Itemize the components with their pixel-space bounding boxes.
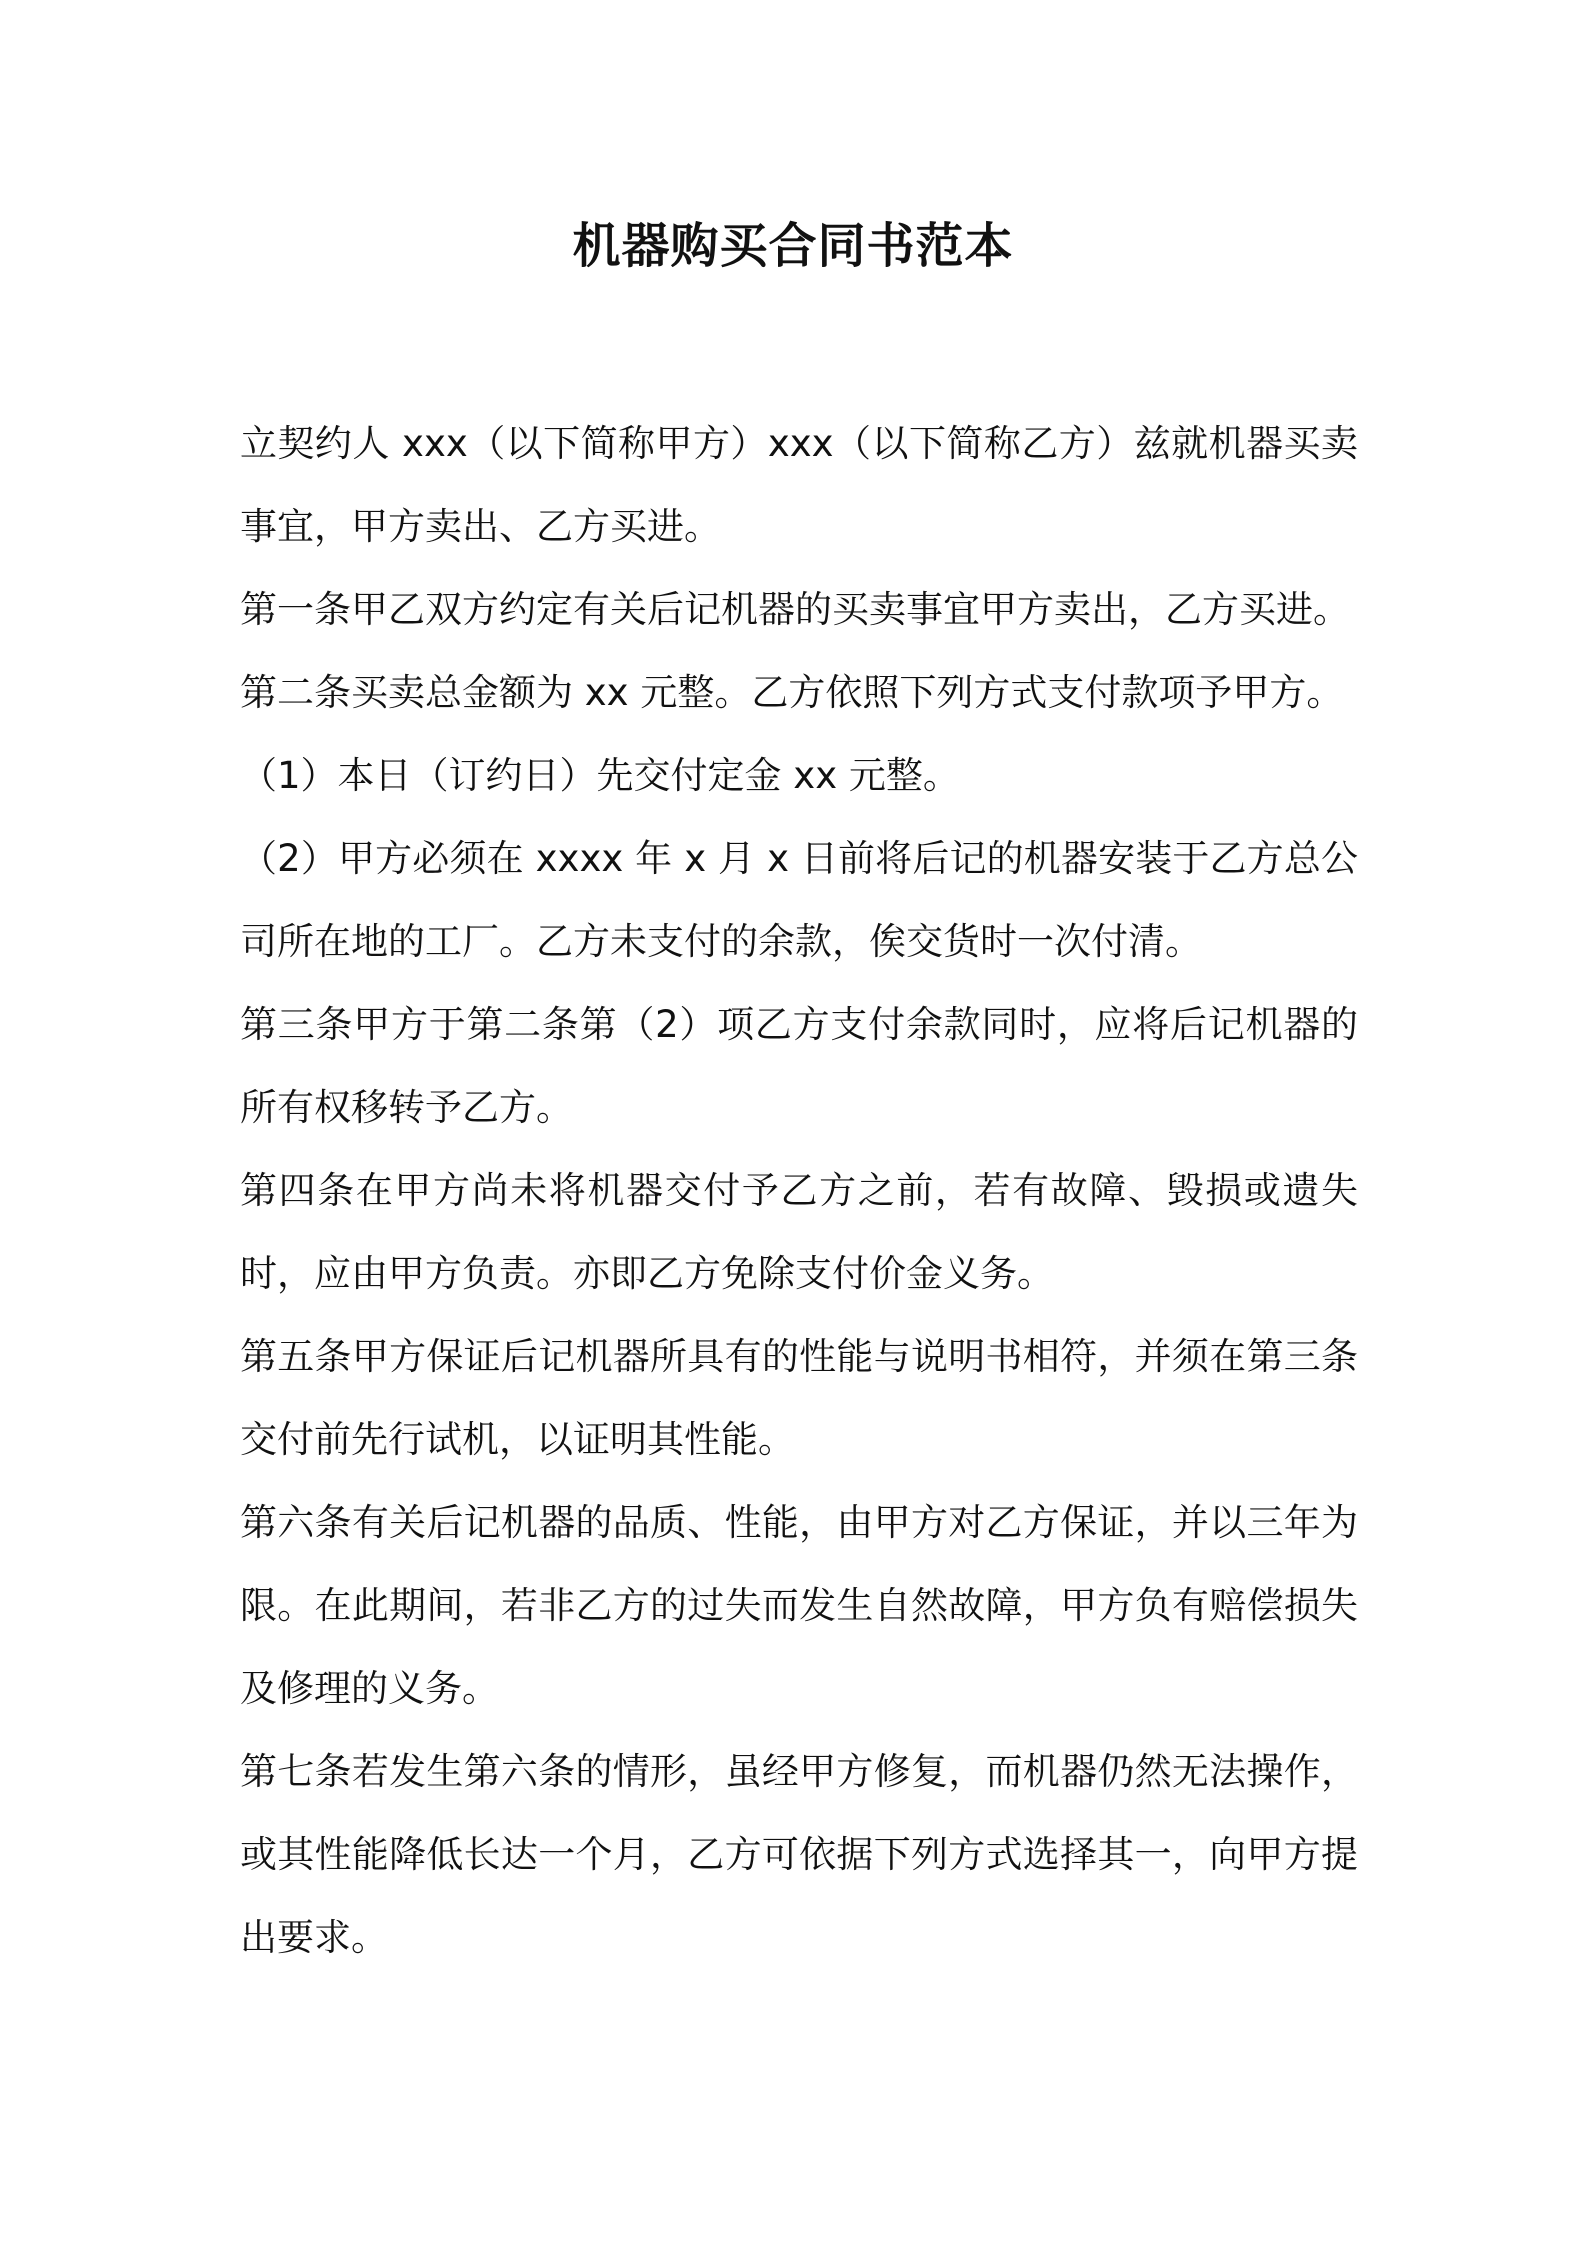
paragraph-article-6: 第六条有关后记机器的品质、性能，由甲方对乙方保证，并以三年为限。在此期间，若非乙方的过失而发生自然故障，甲方负有赔偿损失及修理的义务。 bbox=[240, 1501, 1358, 1710]
document-title: 机器购买合同书范本 bbox=[572, 218, 1014, 274]
paragraph-article-2-item-2: （2）甲方必须在 xxxx 年 x 月 x 日前将后记的机器安装于乙方总公司所在地的工厂。乙方未支付的余款，俟交货时一次付清。 bbox=[240, 837, 1358, 963]
document-body bbox=[240, 402, 1358, 1979]
paragraph-article-4: 第四条在甲方尚未将机器交付予乙方之前，若有故障、毁损或遗失时，应由甲方负责。亦即乙方免除支付价金义务。 bbox=[240, 1169, 1358, 1295]
paragraph-article-3: 第三条甲方于第二条第（2）项乙方支付余款同时，应将后记机器的所有权移转予乙方。 bbox=[240, 1003, 1358, 1129]
paragraph-article-7: 第七条若发生第六条的情形，虽经甲方修复，而机器仍然无法操作，或其性能降低长达一个月，乙方可依据下列方式选择其一，向甲方提出要求。 bbox=[240, 1750, 1358, 1959]
paragraph-preamble: 立契约人 xxx（以下简称甲方）xxx（以下简称乙方）兹就机器买卖事宜，甲方卖出、乙方买进。 bbox=[240, 422, 1358, 548]
paragraph-article-2-item-1: （1）本日（订约日）先交付定金 xx 元整。 bbox=[240, 754, 960, 797]
paragraph-article-5: 第五条甲方保证后记机器所具有的性能与说明书相符，并须在第三条交付前先行试机，以证明其性能。 bbox=[240, 1335, 1358, 1461]
paragraph-article-2: 第二条买卖总金额为 xx 元整。乙方依照下列方式支付款项予甲方。 bbox=[240, 671, 1344, 714]
paragraph-article-1: 第一条甲乙双方约定有关后记机器的买卖事宜甲方卖出，乙方买进。 bbox=[240, 588, 1350, 631]
